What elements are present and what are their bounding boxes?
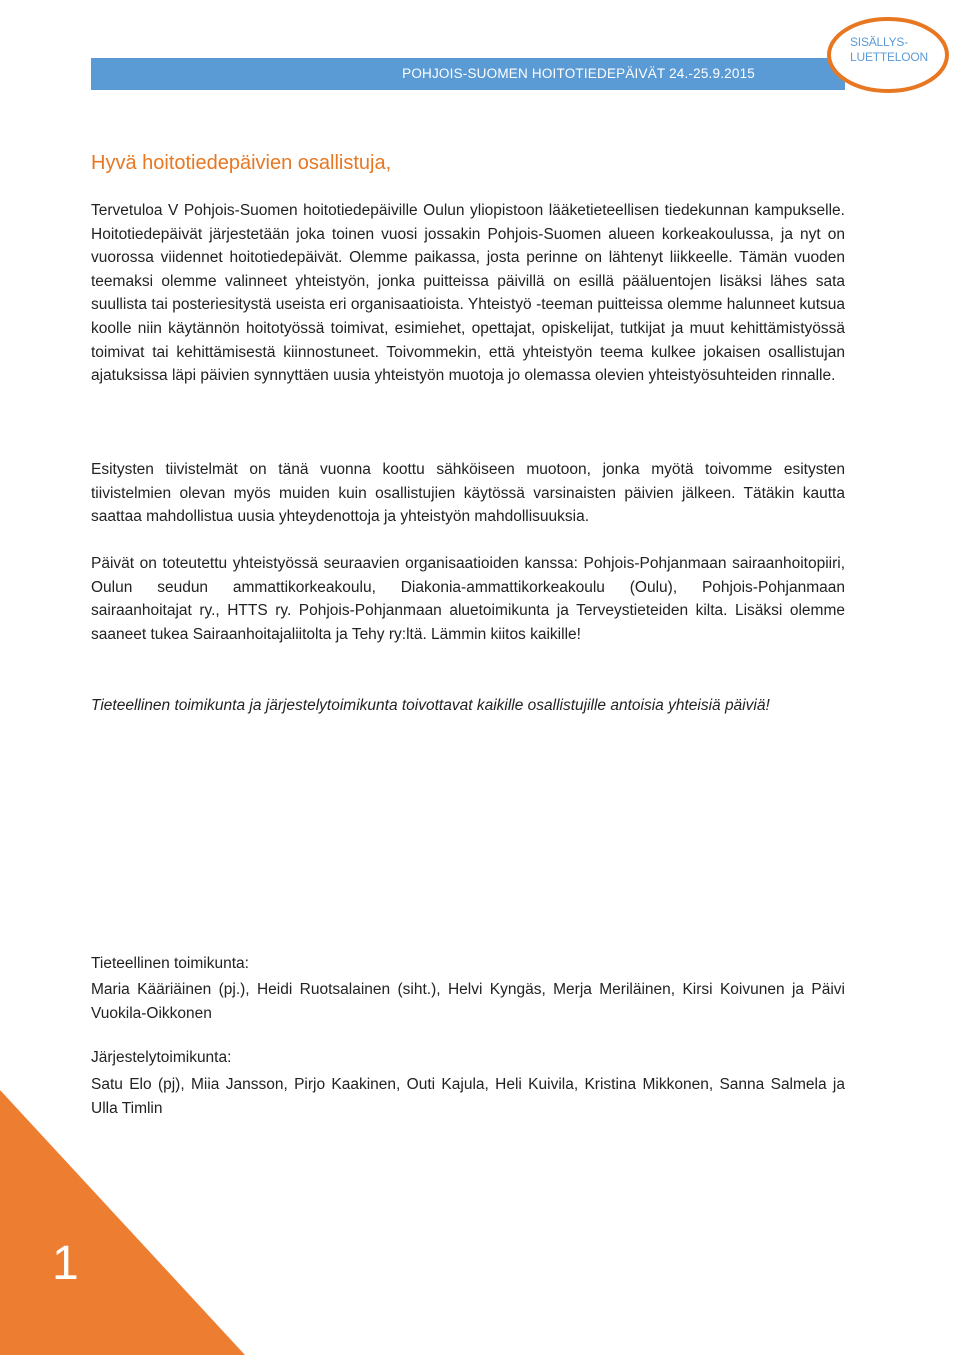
toc-link-button[interactable] xyxy=(826,15,950,95)
toc-link-line1: SISÄLLYS- xyxy=(850,35,909,49)
paragraph-welcome: Tervetuloa V Pohjois-Suomen hoitotiedepäiville Oulun yliopistoon lääketieteellisen tiedekunnan kampukselle. Hoitotiedepäivät järjestetään joka toinen vuosi jossakin Pohjois-Suomen alueen korkeakoulussa, ja nyt on vuorossa viidennet hoitotiedepäivät. Olemme paikassa, josta perinne on lähtenyt liikkeelle. Tämän vuoden teemaksi olemme valinneet yhteistyön, jonka puitteissa päivillä on esillä pääluentojen lisäksi lähes sata suullista tai posteriesitystä useista eri organisaatioista. Yhteistyö -teeman puitteissa olemme halunneet kutsua koolle niin käytännön hoitotyössä toimivat, esimiehet, opettajat, opiskelijat, tutkijat ja muut kehittämistyössä toimivat tai kehittämisestä kiinnostuneet. Toivommekin, että yhteistyön teema kulkee jokaisen osallistujan ajatuksissa läpi päivien synnyttäen uusia yhteistyön muotoja jo olemassa olevien yhteistyösuhteiden rinnalle. xyxy=(91,202,845,385)
page-number: 1 xyxy=(52,1237,79,1290)
organizing-committee-label: Järjestelytoimikunta: xyxy=(91,1049,232,1066)
paragraph-abstracts: Esitysten tiivistelmät on tänä vuonna koottu sähköiseen muotoon, jonka myötä toivomme esitysten tiivistelmien olevan myös muiden kuin osallistujien käytössä varsinaisten päivien jälkeen. Tätäkin kautta saattaa mahdollistua uusia yhteydenottoja ja yhteistyön mahdollisuuksia. xyxy=(91,461,845,526)
scientific-committee-members: Maria Kääriäinen (pj.), Heidi Ruotsalainen (siht.), Helvi Kyngäs, Merja Meriläinen, Kirsi Koivunen ja Päivi Vuokila-Oikkonen xyxy=(91,981,845,1022)
paragraph-partners: Päivät on toteutettu yhteistyössä seuraavien organisaatioiden kanssa: Pohjois-Pohjanmaan sairaanhoitopiiri, Oulun seudun ammattikorkeakoulu, Diakonia-ammattikorkeakoulu (Oulu), Pohjois-Pohjanmaan sairaanhoitajat ry., HTTS ry. Pohjois-Pohjanmaan aluetoimikunta ja Terveystieteiden kilta. Lisäksi olemme saaneet tukea Sairaanhoitajaliitolta ja Tehy ry:ltä. Lämmin kiitos kaikille! xyxy=(91,555,845,643)
paragraph-closing: Tieteellinen toimikunta ja järjestelytoimikunta toivottavat kaikille osallistujille antoisia yhteisiä päiviä! xyxy=(91,697,770,714)
scientific-committee-label: Tieteellinen toimikunta: xyxy=(91,955,249,972)
header-title: POHJOIS-SUOMEN HOITOTIEDEPÄIVÄT 24.-25.9.2015 xyxy=(402,66,755,81)
toc-link-label[interactable] xyxy=(850,35,928,65)
organizing-committee-members: Satu Elo (pj), Miia Jansson, Pirjo Kaakinen, Outi Kajula, Heli Kuivila, Kristina Mikkonen, Sanna Salmela ja Ulla Timlin xyxy=(91,1076,845,1117)
corner-triangle-decoration xyxy=(0,1090,245,1355)
document-heading: Hyvä hoitotiedepäivien osallistuja, xyxy=(91,152,392,174)
toc-link-line2: LUETTELOON xyxy=(850,50,929,64)
